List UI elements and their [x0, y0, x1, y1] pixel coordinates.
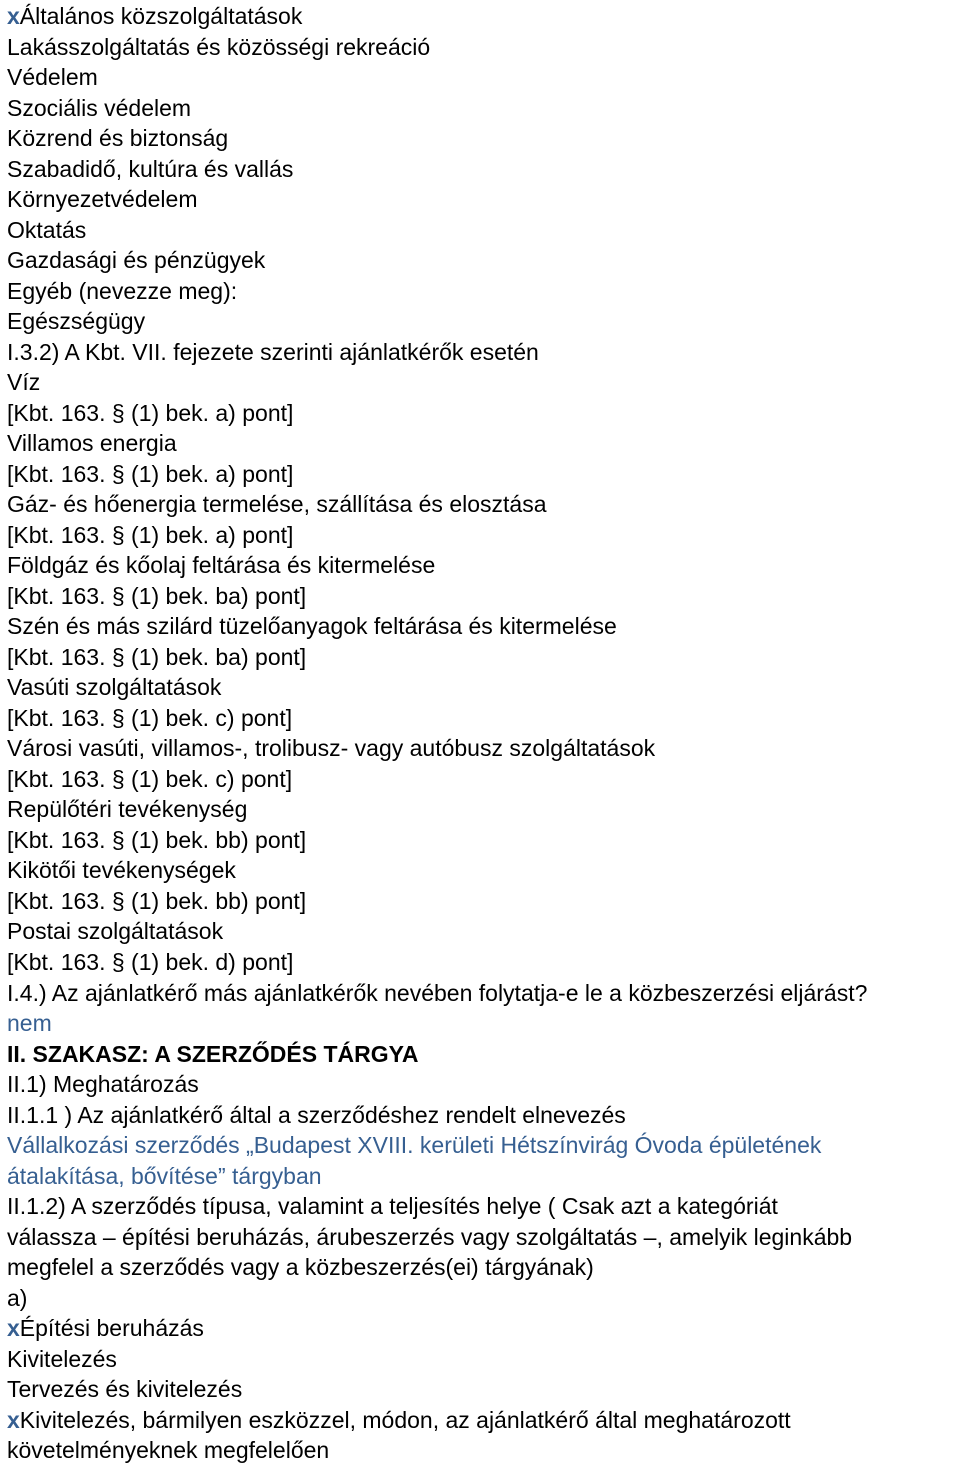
document-line: [7, 32, 960, 63]
document-line: [7, 215, 960, 246]
document-line: [7, 581, 960, 612]
document-line: [7, 1069, 960, 1100]
line-text: Szabadidő, kultúra és vallás: [7, 155, 294, 182]
line-text: Általános közszolgáltatások: [19, 3, 303, 29]
line-text: [Kbt. 163. § (1) bek. ba) pont]: [7, 643, 307, 670]
line-text: II.1.2) A szerződés típusa, valamint a teljesítés helye ( Csak azt a kategóriát: [7, 1193, 778, 1220]
document-line: [7, 520, 960, 551]
line-text: Tervezés és kivitelezés: [7, 1376, 243, 1403]
line-text: [Kbt. 163. § (1) bek. bb) pont]: [7, 887, 307, 914]
document-line: [7, 794, 960, 825]
line-text: II.1.1 ) Az ajánlatkérő által a szerződéshez rendelt elnevezés: [7, 1101, 626, 1128]
line-text: [Kbt. 163. § (1) bek. c) pont]: [7, 765, 293, 792]
document-line: [7, 1435, 960, 1466]
line-text: követelményeknek megfelelően: [7, 1437, 330, 1464]
line-text: Villamos energia: [7, 430, 177, 457]
document-line: [7, 550, 960, 581]
document-line: [7, 703, 960, 734]
document-line: [7, 1161, 960, 1192]
line-text: [Kbt. 163. § (1) bek. a) pont]: [7, 460, 294, 487]
document-line: [7, 1100, 960, 1131]
document-line: [7, 184, 960, 215]
selection-mark: x: [7, 3, 20, 29]
line-text: Oktatás: [7, 216, 87, 243]
document-line: [7, 1008, 960, 1039]
line-text: Kivitelezés, bármilyen eszközzel, módon, az ajánlatkérő által meghatározott: [19, 1406, 791, 1433]
document-line: [7, 428, 960, 459]
line-text: I.3.2) A Kbt. VII. fejezete szerinti ajánlatkérők esetén: [7, 338, 539, 365]
document-line: [7, 642, 960, 673]
line-text: Szén és más szilárd tüzelőanyagok feltárása és kitermelése: [7, 613, 617, 640]
document-line: [7, 1, 960, 32]
document-line: [7, 916, 960, 947]
line-text: Egészségügy: [7, 308, 146, 335]
line-text: [Kbt. 163. § (1) bek. c) pont]: [7, 704, 293, 731]
document-line: [7, 459, 960, 490]
document-line: [7, 276, 960, 307]
line-text: Földgáz és kőolaj feltárása és kitermelése: [7, 552, 436, 579]
line-text: a): [7, 1284, 28, 1311]
document-line: [7, 733, 960, 764]
document-line: [7, 672, 960, 703]
selection-mark: x: [7, 1406, 20, 1433]
document-line: [7, 337, 960, 368]
document-line: [7, 398, 960, 429]
line-text: Egyéb (nevezze meg):: [7, 277, 238, 304]
line-text: Gazdasági és pénzügyek: [7, 247, 266, 274]
document-line: [7, 1130, 960, 1161]
line-text: Szociális védelem: [7, 94, 192, 121]
document-line: [7, 1222, 960, 1253]
line-text: Kivitelezés: [7, 1345, 117, 1372]
document-line: [7, 245, 960, 276]
line-text: Postai szolgáltatások: [7, 918, 224, 945]
line-text: Repülőtéri tevékenység: [7, 796, 248, 823]
document-line: [7, 1191, 960, 1222]
line-text: válassza – építési beruházás, árubeszerzés vagy szolgáltatás –, amelyik leginkább: [7, 1223, 853, 1250]
line-text: [Kbt. 163. § (1) bek. bb) pont]: [7, 826, 307, 853]
document-line: [7, 1313, 960, 1344]
document-body: [0, 1, 960, 1466]
document-line: [7, 611, 960, 642]
document-line: [7, 1252, 960, 1283]
document-line: [7, 154, 960, 185]
document-line: [7, 825, 960, 856]
line-text: [Kbt. 163. § (1) bek. d) pont]: [7, 948, 294, 975]
line-text: átalakítása, bővítése” tárgyban: [7, 1162, 322, 1189]
line-text: Lakásszolgáltatás és közösségi rekreáció: [7, 33, 431, 60]
document-line: [7, 489, 960, 520]
line-text: I.4.) Az ajánlatkérő más ajánlatkérők nevében folytatja-e le a közbeszerzési eljárást?: [7, 979, 868, 1006]
document-line: [7, 1374, 960, 1405]
selection-mark: x: [7, 1315, 20, 1342]
line-text: Vasúti szolgáltatások: [7, 674, 222, 701]
document-line: [7, 764, 960, 795]
document-line: [7, 855, 960, 886]
document-line: [7, 123, 960, 154]
line-text: Közrend és biztonság: [7, 125, 229, 152]
line-text: nem: [7, 1010, 52, 1037]
document-line: [7, 978, 960, 1009]
line-text: Kikötői tevékenységek: [7, 857, 236, 884]
document-line: [7, 886, 960, 917]
document-line: [7, 1283, 960, 1314]
document-line: [7, 306, 960, 337]
line-text: megfelel a szerződés vagy a közbeszerzés(ei) tárgyának): [7, 1254, 594, 1281]
line-text: [Kbt. 163. § (1) bek. a) pont]: [7, 521, 294, 548]
document-line: [7, 367, 960, 398]
document-line: [7, 947, 960, 978]
line-text: Védelem: [7, 64, 98, 91]
document-line: [7, 1344, 960, 1375]
line-text: Víz: [7, 369, 41, 396]
line-text: Gáz- és hőenergia termelése, szállítása és elosztása: [7, 491, 547, 518]
line-text: II. SZAKASZ: A SZERZŐDÉS TÁRGYA: [7, 1040, 419, 1067]
line-text: Városi vasúti, villamos-, trolibusz- vagy autóbusz szolgáltatások: [7, 735, 656, 762]
document-line: [7, 93, 960, 124]
line-text: [Kbt. 163. § (1) bek. a) pont]: [7, 399, 294, 426]
document-line: [7, 1405, 960, 1436]
document-line: [7, 62, 960, 93]
line-text: [Kbt. 163. § (1) bek. ba) pont]: [7, 582, 307, 609]
line-text: Környezetvédelem: [7, 186, 198, 213]
line-text: Vállalkozási szerződés „Budapest XVIII. kerületi Hétszínvirág Óvoda épületének: [7, 1132, 822, 1159]
document-line: [7, 1039, 960, 1070]
line-text: Építési beruházás: [19, 1315, 204, 1342]
line-text: II.1) Meghatározás: [7, 1071, 199, 1098]
